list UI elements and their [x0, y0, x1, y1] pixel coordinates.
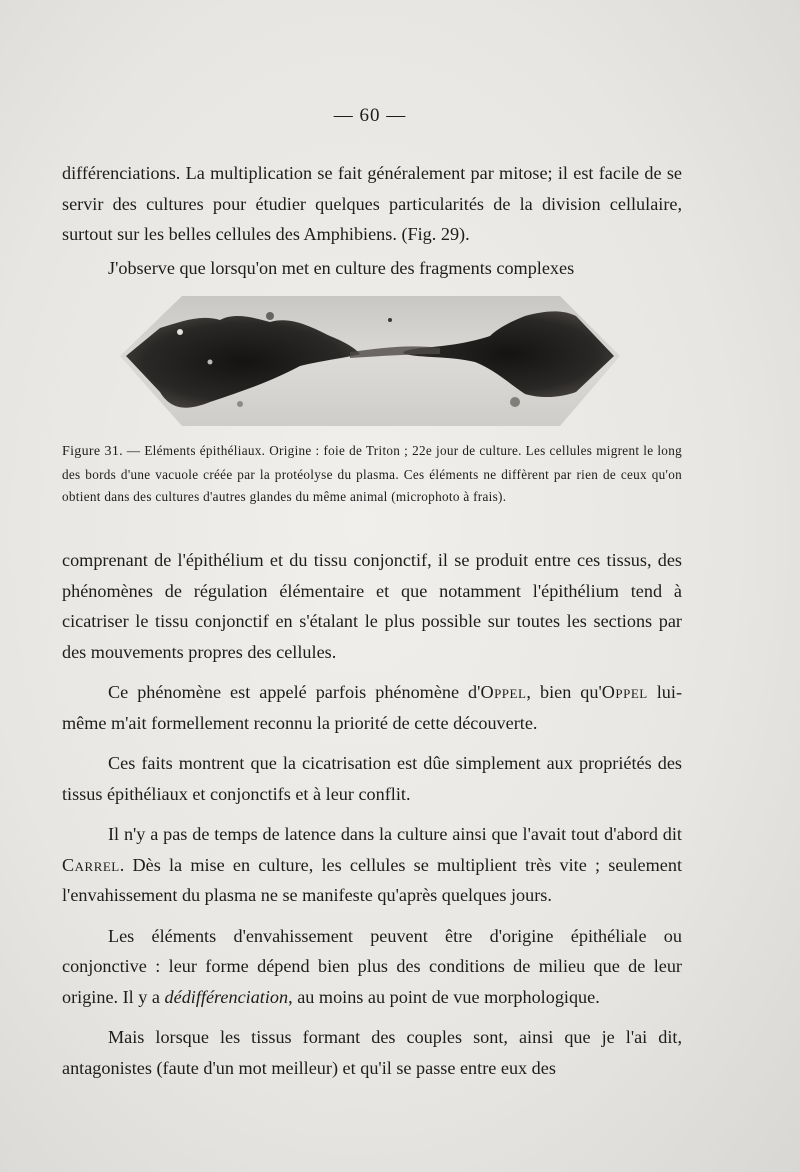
- oppel-text-after: lui-même m'ait formellement reconnu la priorité de cette découverte.: [62, 682, 683, 733]
- paragraph-mitosis: différenciations. La multiplication se fait généralement par mitose; il est facile de se servir des cultures pour étudier quelques particularités de la division cellulaire, surtout sur les belles cellules des Amphibiens. (Fig. 29).: [62, 163, 682, 244]
- author-name-oppel-2: Oppel: [601, 682, 648, 702]
- oppel-text-middle: , bien qu': [526, 682, 602, 702]
- main-text-block: [62, 545, 682, 1083]
- oppel-text-before: Ce phénomène est appelé parfois phénomène d': [108, 682, 481, 702]
- elements-text-before: Les éléments d'envahissement peuvent être d'origine épithéliale ou conjonctive : leur forme dépend bien plus des conditions de milieu que de leur origine. Il y a: [62, 925, 682, 1007]
- term-dedifferenciation: dédifférenciation: [164, 986, 289, 1007]
- carrel-text-after: . Dès la mise en culture, les cellules se multiplient très vite ; seulement l'envahissement du plasma ne se manifeste qu'après quelques jours.: [62, 854, 682, 905]
- figure-31-caption: [62, 440, 682, 509]
- paragraph-carrel: [62, 819, 682, 911]
- paragraph-last: Mais lorsque les tissus formant des couples sont, ainsi que je l'ai dit, antagonistes (faute d'un mot meilleur) et qu'il se passe entre eux des: [62, 1027, 682, 1078]
- caption-text: — Eléments épithéliaux. Origine : foie de Triton ; 22e jour de culture. Les cellules migrent le long des bords d'une vacuole créée par la protéolyse du plasma. Ces éléments ne diffèrent par rien de ceux qu'on obtient dans des cultures d'autres glandes du même animal (microphoto à frais).: [62, 443, 682, 504]
- carrel-text-before: Il n'y a pas de temps de latence dans la culture ainsi que l'avait tout d'abord dit: [108, 824, 682, 844]
- author-name-oppel: Oppel: [480, 682, 527, 702]
- paragraph-regulation: comprenant de l'épithélium et du tissu conjonctif, il se produit entre ces tissus, des phénomènes de régulation élémentaire et que notamment l'épithélium tend à cicatriser le tissu conjonctif en s'étalant le plus possible sur toutes les sections par des mouvements propres des cellules.: [62, 550, 682, 662]
- figure-label: Figure 31.: [62, 444, 123, 459]
- elements-text-after: , au moins au point de vue morphologique.: [288, 986, 600, 1007]
- page-number: — 60 —: [333, 105, 407, 126]
- paragraph-oppel: [62, 677, 682, 738]
- top-text-block: [62, 158, 682, 283]
- author-name-carrel: Carrel: [62, 854, 120, 875]
- figure-31-image: [120, 292, 620, 428]
- paragraph-observation-start: J'observe que lorsqu'on met en culture des fragments complexes: [108, 257, 575, 278]
- paragraph-elements: [62, 921, 682, 1013]
- microphotograph-icon: [120, 292, 620, 428]
- paragraph-facts: Ces faits montrent que la cicatrisation est dûe simplement aux propriétés des tissus épithéliaux et conjonctifs et à leur conflit.: [62, 753, 682, 804]
